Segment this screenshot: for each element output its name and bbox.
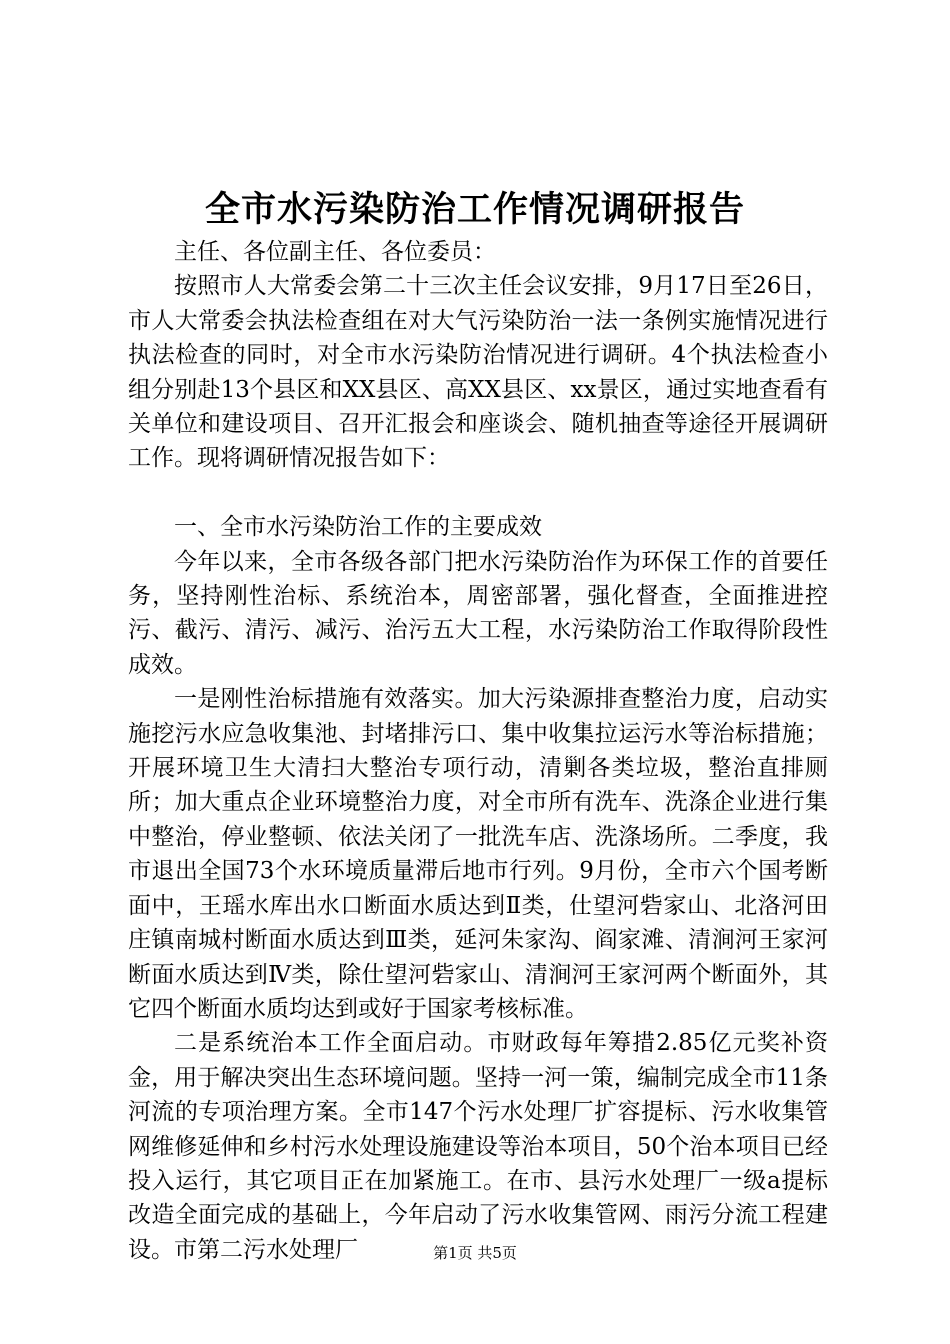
- body-paragraph: 一、全市水污染防治工作的主要成效: [174, 514, 542, 541]
- body-paragraph: 一是刚性治标措施有效落实。加大污染源排查整治力度，启动实施挖污水应急收集池、封堵排污口、集中收集拉运污水等治标措施；开展环境卫生大清扫大整治专项行动，清剿各类垃圾，整治直排厕所；加大重点企业环境整治力度，对全市所有洗车、洗涤企业进行集中整治，停业整顿、依法关闭了一批洗车店、洗涤场所。二季度，我市退出全国73个水环境质量滞后地市行列。9月份，全市六个国考断面中，王瑶水库出水口断面水质达到Ⅱ类，仕望河砦家山、北洛河田庄镇南城村断面水质达到Ⅲ类，延河朱家沟、阎家滩、清涧河王家河断面水质达到Ⅳ类，除仕望河砦家山、清涧河王家河两个断面外，其它四个断面水质均达到或好于国家考核标准。: [128, 686, 828, 1022]
- body-paragraph: 按照市人大常委会第二十三次主任会议安排，9月17日至26日，市人大常委会执法检查组在对大气污染防治一法一条例实施情况进行执法检查的同时，对全市水污染防治情况进行调研。4个执法检查小组分别赴13个县区和XX县区、高XX县区、xx景区，通过实地查看有关单位和建设项目、召开汇报会和座谈会、随机抽查等途径开展调研工作。现将调研情况报告如下：: [128, 273, 828, 472]
- body-paragraph: 今年以来，全市各级各部门把水污染防治作为环保工作的首要任务，坚持刚性治标、系统治本，周密部署，强化督查，全面推进控污、截污、清污、减污、治污五大工程，水污染防治工作取得阶段性成效。: [128, 548, 828, 678]
- body-paragraph: 主任、各位副主任、各位委员：: [174, 239, 496, 265]
- document-body: [128, 235, 828, 1267]
- body-paragraph: 二是系统治本工作全面启动。市财政每年筹措2.85亿元奖补资金，用于解决突出生态环境问题。坚持一河一策，编制完成全市11条河流的专项治理方案。全市147个污水处理厂扩容提标、污水收集管网维修延伸和乡村污水处理设施建设等治本项目，50个治本项目已经投入运行，其它项目正在加紧施工。在市、县污水处理厂一级a提标改造全面完成的基础上，今年启动了污水收集管网、雨污分流工程建设。市第二污水处理厂: [128, 1030, 828, 1263]
- page-number-footer: 第1页 共5页: [433, 1244, 517, 1262]
- document-title: 全市水污染防治工作情况调研报告: [204, 189, 745, 230]
- blank-line: [128, 476, 828, 510]
